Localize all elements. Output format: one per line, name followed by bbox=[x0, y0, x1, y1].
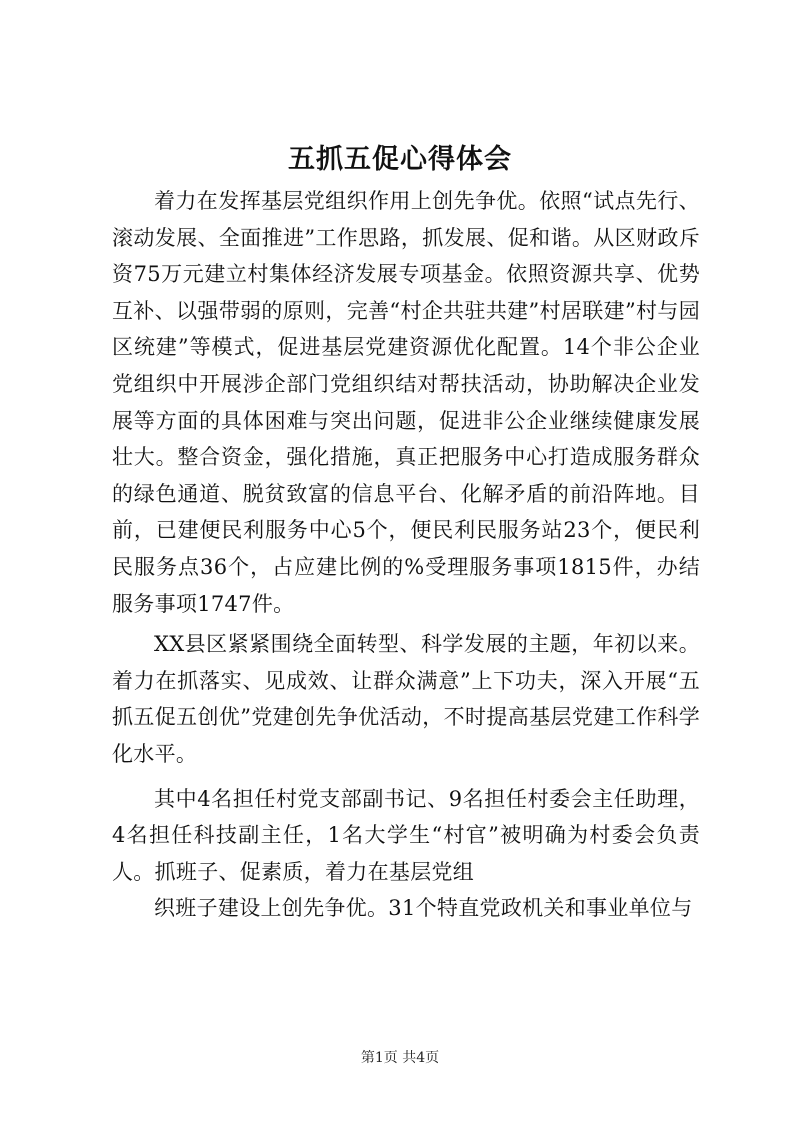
paragraph-2: XX县区紧紧围绕全面转型、科学发展的主题，年初以来。着力在抓落实、见成效、让群众满意”上下功夫，深入开展“五抓五促五创优”党建创先争优活动，不时提高基层党建工作科学化水平。 bbox=[112, 632, 700, 766]
paragraph-1: 着力在发挥基层党组织作用上创先争优。依照“试点先行、滚动发展、全面推进”工作思路，抓发展、促和谐。从区财政斥资75万元建立村集体经济发展专项基金。依照资源共享、优势互补、以强带弱的原则，完善“村企共驻共建”村居联建”村与园区统建”等模式，促进基层党建资源优化配置。14个非公企业党组织中开展涉企部门党组织结对帮扶活动，协助解决企业发展等方面的具体困难与突出问题，促进非公企业继续健康发展壮大。整合资金，强化措施，真正把服务中心打造成服务群众的绿色通道、脱贫致富的信息平台、化解矛盾的前沿阵地。目前，已建便民利服务中心5个，便民利民服务站23个，便民利民服务点36个，占应建比例的%受理服务事项1815件，办结服务事项1747件。 bbox=[112, 189, 700, 616]
paragraph-4: 织班子建设上创先争优。31个特直党政机关和事业单位与 bbox=[154, 896, 693, 921]
page-footer bbox=[0, 1048, 800, 1068]
document-title: 五抓五促心得体会 bbox=[288, 144, 512, 175]
document-body bbox=[112, 183, 700, 927]
page-number-label: 第1页 共4页 bbox=[360, 1050, 440, 1066]
paragraph-3: 其中4名担任村党支部副书记、9名担任村委会主任助理，4名担任科技副主任，1名大学生“村官”被明确为村委会负责人。抓班子、促素质，着力在基层党组 bbox=[112, 786, 700, 884]
